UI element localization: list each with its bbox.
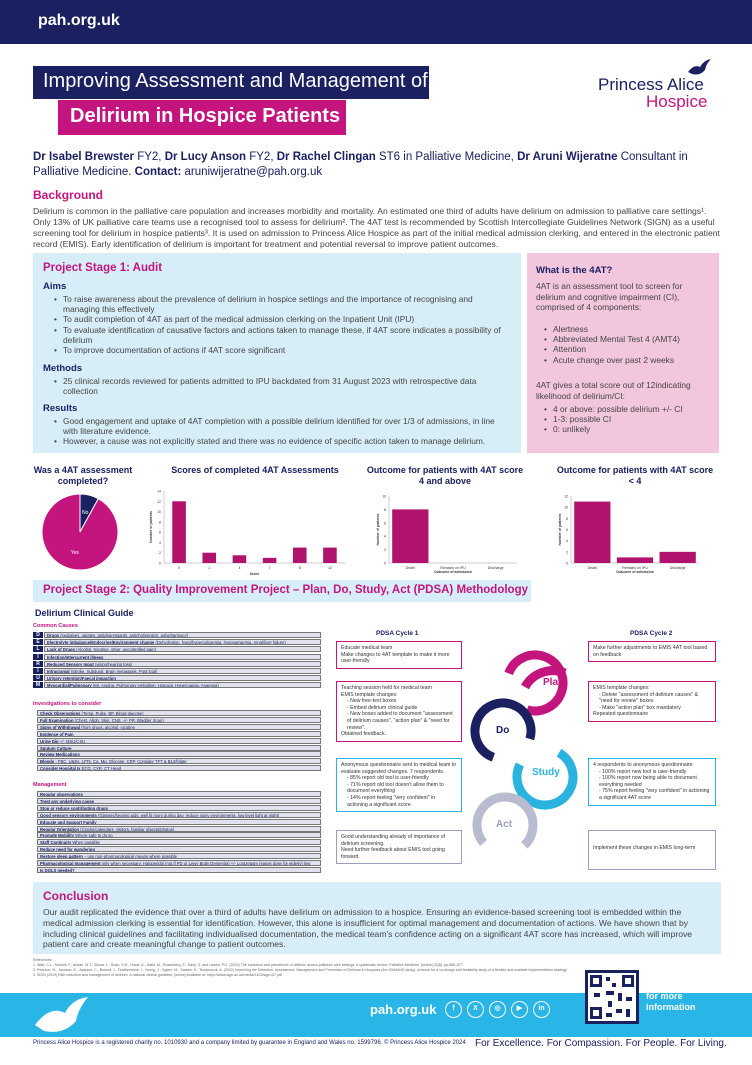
guide-row: Review Medications: [37, 751, 321, 757]
mnemonic-letter: R: [33, 661, 43, 667]
guide-row: Evidence of Pain: [37, 731, 321, 737]
y-axis-label: Number of patients: [558, 513, 562, 546]
mnemonic-letter: E: [33, 639, 43, 645]
x-tick-label: 8: [298, 566, 301, 570]
guide-row: Reduce need for wandering: [37, 846, 321, 852]
bar-chart-high-title: Outcome for patients with 4AT score 4 and above: [366, 465, 524, 486]
x-tick-label: Remains on IPU: [622, 566, 648, 570]
guide-row: Consider Hospital Ix ECG, CXR, CT Head: [37, 765, 321, 771]
bar-chart-low: [557, 490, 707, 575]
guide-row: Reduced Sensory Input (vision/hearing loss): [44, 661, 321, 667]
guide-row: Check Observations (Temp, Pulse, BP, Blood glucose): [37, 710, 321, 716]
guide-row: Educate and Support Family: [37, 819, 321, 825]
bar: [660, 552, 696, 563]
causes-heading: Common Causes: [33, 623, 78, 629]
4at-scores: [543, 404, 713, 435]
bird-icon: [30, 995, 90, 1035]
aims-heading: Aims: [43, 281, 67, 292]
guide-title: Delirium Clinical Guide: [35, 608, 134, 618]
contact-email[interactable]: aruniwijeratne@pah.org.uk: [181, 166, 323, 178]
x-tick-label: 12: [327, 566, 332, 570]
guide-row: Good sensory environments (Glasses/hearing aids, well lit room during day, reduce noisy environments, low level light at night): [37, 812, 321, 818]
tagline: For Excellence. For Compassion. For People. For Living.: [475, 1038, 727, 1049]
x-tick-label: 0: [178, 566, 181, 570]
x-axis-label: Outcome of admission: [616, 570, 654, 574]
facebook-icon[interactable]: f: [445, 1001, 462, 1018]
list-item: • 25 clinical records reviewed for patients admitted to IPU backdated from 31 August 2023 with retrospective data collection: [53, 376, 508, 396]
y-tick-label: 2: [159, 551, 161, 556]
x-tick-label: Discharge: [487, 566, 504, 570]
logo-text-2: Hospice: [646, 92, 708, 111]
pie-chart: [40, 492, 120, 572]
linkedin-icon[interactable]: in: [533, 1001, 550, 1018]
pdsa-section: [330, 605, 722, 880]
stage1-title: Project Stage 1: Audit: [43, 262, 163, 274]
bar-chart-high: [375, 490, 525, 575]
guide-row: Promote Mobility Where safe to do so: [37, 832, 321, 838]
methods-list: [53, 376, 508, 396]
4at-intro: 4AT is an assessment tool to screen for delirium and cognitive impairment (CI), comprised of 4 components:: [536, 281, 683, 312]
c1-plan-box: Educate medical team Make changes to 4AT template to make it more user-friendly: [336, 641, 462, 669]
plan-label: Plan: [543, 677, 565, 688]
y-tick-label: 4: [159, 540, 161, 545]
pie-label: Yes: [70, 550, 79, 557]
x-tick-label: 1: [208, 566, 211, 570]
y-tick-label: 10: [382, 494, 386, 499]
bar-chart-scores: [148, 485, 353, 577]
mnemonic-letter: I: [33, 654, 43, 660]
qr-caption: Scan the QR code for more information: [646, 980, 724, 1012]
bar: [172, 501, 186, 563]
background-heading: Background: [33, 188, 104, 202]
c1-study-box: Anonymous questionnaire sent to medical team to evaluate suggested changes. 7 respondents. - 85% report old tool is user-friendly - 71% report old tool doesn't allow them to document everything - 14% report feeling "very confident" in actioning a significant score: [336, 758, 462, 812]
c2-do-box: EMIS template changes: - Delete "assessment of delirium causes" & "need for review" boxes - Make "action plan" box mandatory Repeated questionnaire: [588, 681, 716, 722]
4at-score-intro: 4AT gives a total score out of 12indicating likelihood of delirium/CI:: [536, 380, 691, 401]
author-list: Dr Isabel Brewster FY2, Dr Lucy Anson FY2, Dr Rachel Clingan ST6 in Palliative Medicine, Dr Aruni Wijeratne Consultant in Palliative Medicine. Contact: aruniwijeratne@pah.org.uk: [33, 151, 688, 178]
list-item: • To raise awareness about the prevalence of delirium in hospice settings and the importance of recognising and managing this effectively: [53, 294, 508, 314]
y-tick-label: 2: [566, 550, 568, 555]
mnemonic-letter: I: [33, 668, 43, 674]
c2-act-box: Implement these changes in EMIS long-term: [588, 830, 716, 870]
x-tick-label: 7: [268, 566, 271, 570]
youtube-icon[interactable]: ▶: [511, 1001, 528, 1018]
x-tick-label: Remains on IPU: [440, 566, 466, 570]
list-item: • 0: unlikely: [543, 424, 713, 434]
mnemonic-letter: M: [33, 682, 43, 688]
bar: [202, 553, 216, 563]
guide-row: Full Examination (Chest, Abdo, Skin, CNS, +/- PR, Bladder Scan): [37, 717, 321, 723]
management-list: [33, 791, 321, 871]
title-line-1: Improving Assessment and Management of: [33, 66, 429, 99]
y-axis-label: Number of patients: [149, 511, 153, 543]
y-axis-label: Number of patients: [376, 513, 380, 546]
guide-row: Urinary retention/Faecal impaction: [44, 675, 321, 681]
y-tick-label: 4: [566, 539, 568, 544]
list-item: • Attention: [543, 344, 713, 354]
guide-row: Restore sleep pattern – use non-pharmacological means where possible: [37, 853, 321, 859]
y-tick-label: 14: [157, 489, 161, 494]
list-item: • 1-3: possible CI: [543, 414, 713, 424]
bar: [574, 502, 610, 563]
mnemonic-letter: U: [33, 675, 43, 681]
charity-notice: Princess Alice Hospice is a registered charity no. 1010930 and a company limited by guarantee in England and Wales no. 1599796. © Princess Alice Hospice 2024: [33, 1040, 466, 1046]
list-item: • Alertness: [543, 324, 713, 334]
conclusion-text: Our audit replicated the evidence that over a third of adults have delirium on admission to a hospice. Ensuring an evidence-based screening tool is embedded within the medical admission clerking is essential for identification. However, this alone is insufficient for optimal management and documentation of actions. We have shown that by including clinical guidelines and facilitating individualised documentation, the medical team's confidence acting on a significant 4AT score has increased, which will improve patient care and create meaningful change to patient outcomes.: [43, 907, 693, 950]
methods-heading: Methods: [43, 363, 83, 374]
y-tick-label: 8: [159, 520, 161, 525]
x-tick-label: Death: [405, 566, 416, 570]
clinical-guide: [33, 605, 321, 880]
bar: [323, 548, 337, 563]
references: References: 1. Watt, C.L., Momoli, F., Ansari, M.T., Sikora, L., Bush, S.H., Hosie, A., Kabir, M., Rosenberg, E., Kanji, S. and Lawlor, P.G. (2019) The incidence and prevalence of delirium across palliative care settings: A systematic review. Palliative Medicine, [online] 33(8), pp.865–877. 2. Pearson, M., Jackson, E., Jackson, C., Boland, J., Featherstone, I., Young, J., Ogden, M., Sartain, K., Teodorczuk, A. (2022) Improving the Detection, Assessment, Management and Prevention of Delirium in Hospices (the DiAMoND study): protocol for a co-design and feasibility study of a flexible and scalable implementation strategy. 3. SIGN (2019) Risk reduction and management of delirium: A national clinical guideline. [online] Available at: https://www.sign.ac.uk/media/1423/sign157.pdf: [33, 958, 568, 977]
guide-row: Is DOLS needed?: [37, 867, 321, 873]
management-heading: Management: [33, 782, 67, 788]
bar: [293, 548, 307, 563]
y-tick-label: 10: [564, 505, 568, 510]
y-tick-label: 0: [566, 561, 568, 566]
y-tick-label: 6: [159, 530, 161, 535]
list-item: • To improve documentation of actions if 4AT score significant: [53, 345, 508, 355]
list-item: • Good engagement and uptake of 4AT completion with a possible delirium identified for over 1/3 of admissions, in line with literature evidence.: [53, 416, 508, 436]
y-tick-label: 12: [564, 494, 568, 499]
x-axis-label: Outcome of admission: [434, 570, 472, 574]
4at-components: [543, 324, 713, 365]
c2-plan-box: Make further adjustments to EMIS 4AT tool based on feedback: [588, 641, 716, 662]
list-item: • To evaluate identification of causative factors and actions taken to manage these, if 4AT score indicates a possibility of delirium: [53, 325, 508, 345]
y-tick-label: 6: [566, 528, 568, 532]
stage1-panel: [33, 253, 521, 453]
x-tick-label: 4: [238, 566, 241, 570]
header-url[interactable]: pah.org.uk: [38, 12, 120, 29]
guide-row: Bloods - FBC, U&Es, LFTs, Ca, Mg, Glucose, CRP, Consider TFT & B12/folate: [37, 758, 321, 764]
pie-slice: [42, 494, 118, 570]
stage2-title: Project Stage 2: Quality Improvement Project – Plan, Do, Study, Act (PDSA) Methodology: [33, 580, 531, 602]
instagram-icon[interactable]: ◎: [489, 1001, 506, 1018]
qr-code[interactable]: [585, 970, 639, 1024]
qr-code-icon: [588, 973, 636, 1021]
list-item: • 4 or above: possible delirium +/- CI: [543, 404, 713, 414]
guide-row: Lack of Drugs (Alcohol, Nicotine, other, uncontrolled pain): [44, 646, 321, 652]
causes-list: [33, 632, 321, 692]
pie-label: No: [81, 509, 89, 516]
list-item: • To audit completion of 4AT as part of the medical admission clerking on the Inpatient Unit (IPU): [53, 314, 508, 324]
guide-row: Urine Dip +/- MSU/CSU: [37, 738, 321, 744]
bar-chart-scores-title: Scores of completed 4AT Assessments: [171, 465, 339, 475]
investigations-heading: Investigations to consider: [33, 701, 102, 707]
guide-row: Regular observations: [37, 791, 321, 797]
study-label: Study: [532, 767, 560, 778]
c1-do-box: Teaching session held for medical team EMIS template changes: - New free-text boxes - Embed delirium clinical guide - New boxes added to document "assessment of delirium causes", "action plan" & "need for review". Obtained feedback.: [336, 681, 462, 742]
bird-icon: [686, 58, 712, 78]
c1-act-box: Good understanding already of importance of delirium screening. Need further feedback about EMIS tool going forward.: [336, 830, 462, 864]
guide-row: Pharmacological management only when necessary. Haloperidol (not if PD or Lewy Body Dementia) +/- Lorazepam (eases dose for elderly) low: [37, 860, 321, 866]
list-item: • Abbreviated Mental Test 4 (AMT4): [543, 334, 713, 344]
mnemonic-letter: L: [33, 646, 43, 652]
guide-row: Staff Continuity When possible: [37, 839, 321, 845]
act-label: Act: [496, 819, 513, 830]
y-tick-label: 0: [159, 561, 161, 566]
results-heading: Results: [43, 403, 78, 414]
y-tick-label: 4: [384, 534, 386, 539]
bar: [392, 509, 428, 563]
mnemonic-letter: D: [33, 632, 43, 638]
hospice-logo: [598, 58, 718, 114]
guide-row: Drugs (sedatives, opiates, antidepressants, anticholinergics, polypharmacy): [44, 632, 321, 638]
x-tick-label: Discharge: [669, 566, 686, 570]
cycle1-heading: PDSA Cycle 1: [376, 630, 419, 637]
results-list: [53, 416, 508, 447]
guide-row: Intracranial (Stroke, Subdural, Brain metastasis, Post ictal): [44, 668, 321, 674]
bar: [233, 555, 247, 563]
list-item: • However, a cause was not explicitly stated and there was no evidence of specific action taken to manage delirium.: [53, 436, 508, 446]
y-tick-label: 12: [157, 499, 161, 504]
aims-list: [53, 294, 508, 355]
y-tick-label: 6: [384, 521, 386, 526]
x-icon[interactable]: X: [467, 1001, 484, 1018]
conclusion-panel: [33, 882, 721, 954]
guide-row: Treat any underlying cause: [37, 798, 321, 804]
what-is-4at-panel: [527, 253, 719, 453]
investigations-list: [33, 710, 321, 770]
guide-row: Electrolyte imbalance/Endocrine/Environment change (Dehydration, hypo/hypercalcaemia, hyponatraemia, renal/liver failure): [44, 639, 321, 645]
logo-text-1: Princess Alice: [598, 75, 704, 94]
pdsa-cycle-diagram: [465, 645, 585, 855]
list-item: • Acute change over past 2 weeks: [543, 355, 713, 365]
conclusion-title: Conclusion: [43, 889, 109, 903]
y-tick-label: 0: [384, 561, 386, 566]
bar-chart-low-title: Outcome for patients with 4AT score < 4: [556, 465, 714, 486]
bar: [617, 557, 653, 563]
x-tick-label: Death: [587, 566, 598, 570]
y-tick-label: 8: [384, 507, 386, 512]
guide-row: Stop or reduce contributing drugs: [37, 805, 321, 811]
y-tick-label: 2: [384, 548, 386, 553]
what-is-4at-title: What is the 4AT?: [536, 265, 613, 276]
cycle2-heading: PDSA Cycle 2: [630, 630, 673, 637]
do-label: Do: [496, 725, 510, 736]
footer-url[interactable]: pah.org.uk: [370, 1002, 437, 1017]
pie-chart-title: Was a 4AT assessment completed?: [33, 465, 133, 486]
y-tick-label: 10: [157, 510, 161, 515]
bar: [263, 558, 277, 563]
background-text: Delirium is common in the palliative care population and increases morbidity and mortality. An estimated one third of adults have delirium on admission to palliative care settings¹. Only 13% of UK palliative care teams use a recognised tool to assess for delirium². The 4AT test is recommended by Scottish Intercollegiate Guidelines Network (SIGN) as a useful screening tool for delirium in hospice patients³. It is used on admission to Princess Alice Hospice as part of the initial medical admission clerking, and entered in the electronic patient record (EMIS). Early identification of delirium is important for treatment and potential reversal to improve patient outcomes.: [33, 206, 720, 249]
x-axis-label: Score: [249, 572, 260, 576]
title-line-2: Delirium in Hospice Patients: [58, 100, 346, 135]
guide-row: Regular Orientation (Clocks/calendars, visitors, familiar objects/photos): [37, 826, 321, 832]
guide-row: Infection/Intercurrent illness: [44, 654, 321, 660]
y-tick-label: 8: [566, 516, 568, 521]
guide-row: Myocardial/Pulmonary (MI, Angina, Pulmonary embolism, Hypoxia, Hypercapnia, Anaemia): [44, 682, 321, 688]
c2-study-box: 4 respondents to anonymous questionnaire - 100% report new tool is user-friendly - 100% report now being able to document everything needed - 75% report feeling "very confident" in actioning a significant 4AT score: [588, 758, 716, 806]
guide-row: Sputum Culture: [37, 745, 321, 751]
guide-row: Signs of Withdrawal (from drugs, alcohol, nicotine: [37, 724, 321, 730]
